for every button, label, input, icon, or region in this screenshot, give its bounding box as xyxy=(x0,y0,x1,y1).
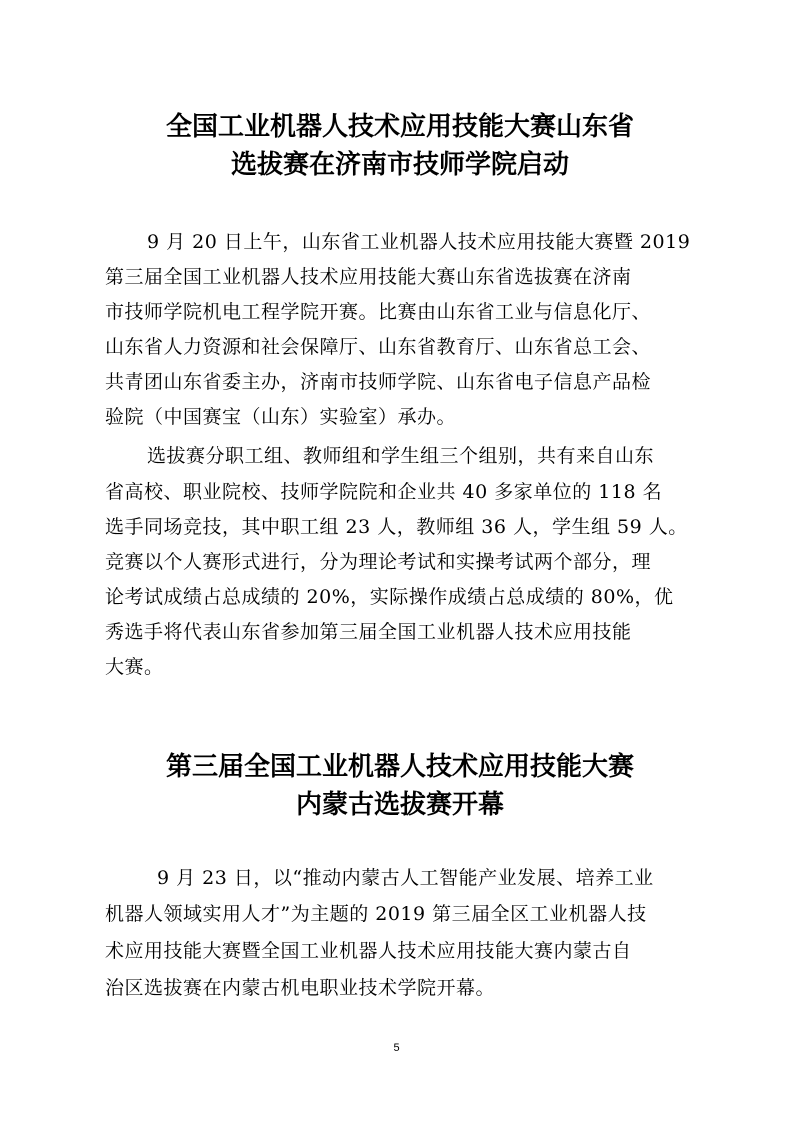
article-1-line: 选手同场竞技，其中职工组 23 人，教师组 36 人，学生组 59 人。 xyxy=(105,516,688,538)
article-1-line: 9 月 20 日上午，山东省工业机器人技术应用技能大赛暨 2019 xyxy=(147,231,691,253)
article-2-line: 治区选拔赛在内蒙古机电职业技术学院开幕。 xyxy=(105,977,496,999)
article-1-title-line-1: 全国工业机器人技术应用技能大赛山东省 xyxy=(165,112,634,142)
article-1-line: 论考试成绩占总成绩的 20%，实际操作成绩占总成绩的 80%，优 xyxy=(105,586,674,608)
article-2-line: 术应用技能大赛暨全国工业机器人技术应用技能大赛内蒙古自 xyxy=(105,940,632,962)
article-1-line: 山东省人力资源和社会保障厅、山东省教育厅、山东省总工会、 xyxy=(105,336,652,358)
article-1-line: 竞赛以个人赛形式进行，分为理论考试和实操考试两个部分，理 xyxy=(105,551,652,573)
article-1-line: 秀选手将代表山东省参加第三届全国工业机器人技术应用技能 xyxy=(105,621,632,643)
article-1-line: 第三届全国工业机器人技术应用技能大赛山东省选拔赛在济南 xyxy=(105,266,632,288)
article-1-line: 选拔赛分职工组、教师组和学生组三个组别，共有来自山东 xyxy=(147,445,655,467)
article-1-line: 市技师学院机电工程学院开赛。比赛由山东省工业与信息化厅、 xyxy=(105,301,652,323)
article-2-title-line-1: 第三届全国工业机器人技术应用技能大赛 xyxy=(165,752,634,782)
page-number: 5 xyxy=(393,1042,400,1054)
article-1-title-line-2: 选拔赛在济南市技师学院启动 xyxy=(230,150,569,180)
article-1-line: 验院（中国赛宝（山东）实验室）承办。 xyxy=(105,406,457,428)
article-2-line: 机器人领域实用人才”为主题的 2019 第三届全区工业机器人技 xyxy=(105,903,647,925)
article-1-title xyxy=(100,108,700,184)
article-2-title xyxy=(100,748,700,824)
article-1-line: 大赛。 xyxy=(105,656,164,678)
article-2-line: 9 月 23 日，以“推动内蒙古人工智能产业发展、培养工业 xyxy=(157,867,654,889)
article-1-line: 共青团山东省委主办，济南市技师学院、山东省电子信息产品检 xyxy=(105,371,652,393)
article-2-title-line-2: 内蒙古选拔赛开幕 xyxy=(295,790,504,820)
article-1-line: 省高校、职业院校、技师学院院和企业共 40 多家单位的 118 名 xyxy=(105,481,663,503)
